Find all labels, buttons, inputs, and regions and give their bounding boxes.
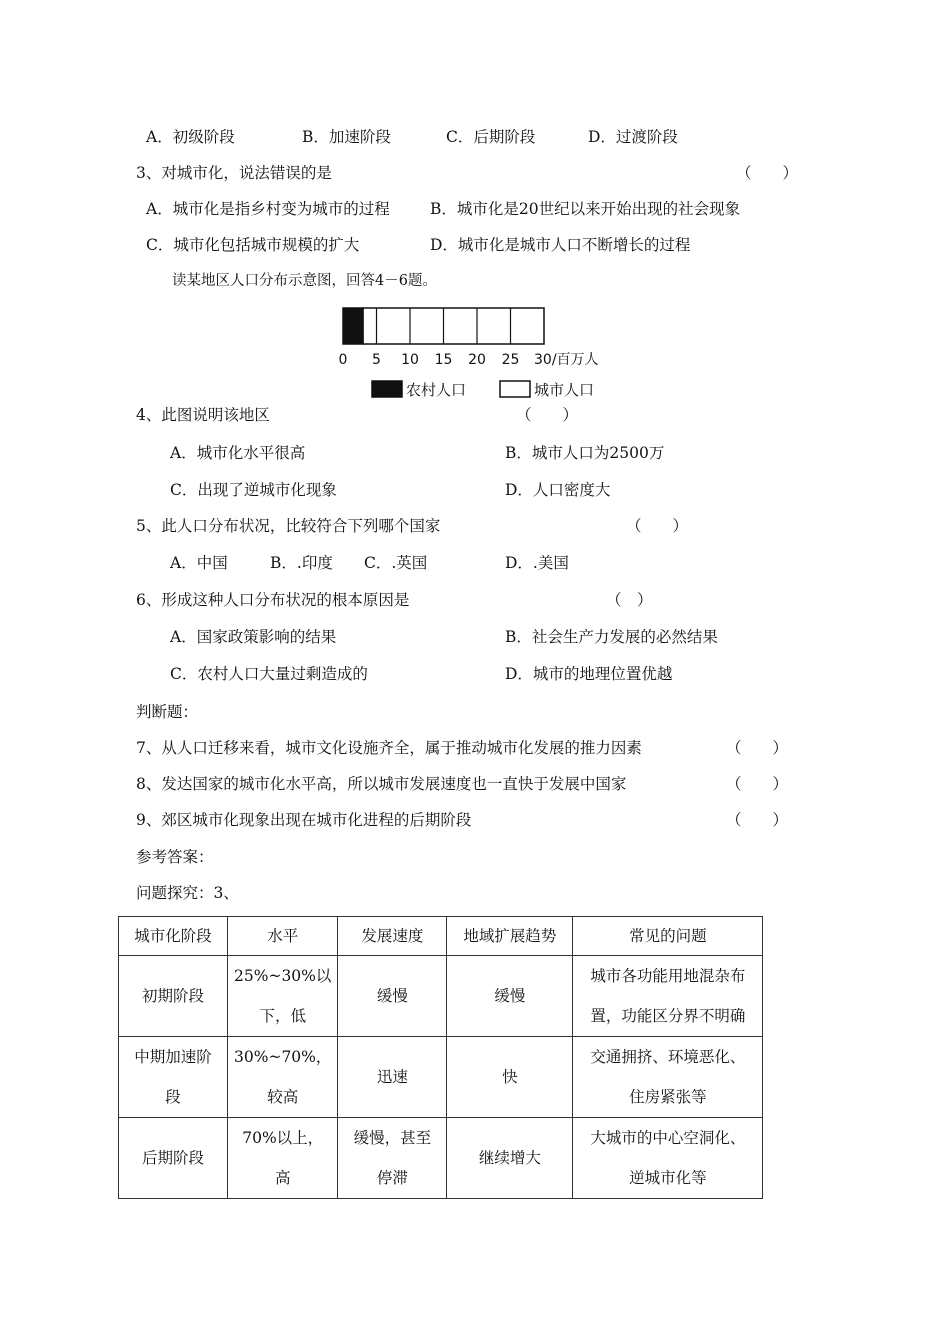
q3-option-c: C．城市化包括城市规模的扩大 <box>146 236 360 254</box>
q4-option-c: C．出现了逆城市化现象 <box>170 481 337 499</box>
table-cell-line: 段 <box>165 1088 181 1106</box>
tf-item-9: 9、郊区城市化现象出现在城市化进程的后期阶段 <box>136 811 472 829</box>
table-cell <box>573 1118 763 1199</box>
x-tick-label: 15 <box>434 352 453 368</box>
q4-answer-paren: （ ） <box>516 406 579 424</box>
legend-swatch-rural <box>372 381 402 397</box>
q6-stem: 6、形成这种人口分布状况的根本原因是 <box>136 591 410 609</box>
q3-answer-paren: （ ） <box>736 164 799 182</box>
table-header-row <box>119 917 763 956</box>
tf-item-9-paren: （ ） <box>726 811 789 829</box>
q5-option-c: C．.英国 <box>364 554 428 572</box>
q3-stem: 3、对城市化，说法错误的是 <box>136 164 332 182</box>
table-cell-line: 25%~30%以 <box>234 967 332 985</box>
table-cell-line: 大城市的中心空洞化、 <box>590 1129 746 1147</box>
q6-option-b: B．社会生产力发展的必然结果 <box>505 628 718 646</box>
table-cell-line: 交通拥挤、环境恶化、 <box>590 1048 746 1066</box>
q5-option-d: D．.美国 <box>505 554 569 572</box>
table-header-cell: 城市化阶段 <box>119 917 228 956</box>
tf-item-7-paren: （ ） <box>726 739 789 757</box>
q2-option-a: A．初级阶段 <box>146 128 235 146</box>
bar-rural <box>343 308 363 344</box>
tf-item-8: 8、发达国家的城市化水平高，所以城市发展速度也一直快于发展中国家 <box>136 775 627 793</box>
table-cell <box>338 956 447 1037</box>
table-cell <box>119 1118 228 1199</box>
table-cell-line: 住房紧张等 <box>629 1088 707 1106</box>
x-tick-label: 0 <box>338 352 348 368</box>
table-cell-line: 后期阶段 <box>141 1149 204 1167</box>
table-cell <box>447 956 573 1037</box>
q4-option-a: A．城市化水平很高 <box>170 444 306 462</box>
answers-subheading: 问题探究：3、 <box>136 884 239 902</box>
table-cell <box>338 1037 447 1118</box>
q4-option-b: B．城市人口为2500万 <box>505 444 665 462</box>
table-cell <box>573 956 763 1037</box>
table-header-cell: 水平 <box>228 917 338 956</box>
tf-item-8-paren: （ ） <box>726 775 789 793</box>
q5-option-a: A．中国 <box>170 554 228 572</box>
q5-stem: 5、此人口分布状况，比较符合下列哪个国家 <box>136 517 441 535</box>
table-cell <box>447 1037 573 1118</box>
q3-option-d: D．城市化是城市人口不断增长的过程 <box>430 236 691 254</box>
table-cell-line: 初期阶段 <box>141 987 204 1005</box>
tf-item-7: 7、从人口迁移来看，城市文化设施齐全，属于推动城市化发展的推力因素 <box>136 739 642 757</box>
q5-option-b: B．.印度 <box>270 554 333 572</box>
q3-option-a: A．城市化是指乡村变为城市的过程 <box>146 200 390 218</box>
q6-option-d: D．城市的地理位置优越 <box>505 665 673 683</box>
table-cell-line: 下，低 <box>259 1007 306 1025</box>
table-cell-line: 置，功能区分界不明确 <box>590 1007 746 1025</box>
table-cell-line: 缓慢 <box>494 987 526 1005</box>
urbanization-stage-table <box>118 916 763 1199</box>
table-cell <box>447 1118 573 1199</box>
q2-option-c: C．后期阶段 <box>446 128 536 146</box>
table-cell-line: 70%以上， <box>242 1129 324 1147</box>
population-chart <box>330 300 670 410</box>
x-tick-label: 25 <box>501 352 520 368</box>
table-cell-line: 快 <box>502 1068 518 1086</box>
table-cell <box>228 1037 338 1118</box>
table-header-cell: 地域扩展趋势 <box>447 917 573 956</box>
table-row <box>119 1037 763 1118</box>
table-cell-line: 逆城市化等 <box>629 1169 707 1187</box>
table-cell <box>228 1118 338 1199</box>
legend-swatch-urban <box>500 381 530 397</box>
tf-heading: 判断题： <box>136 703 199 721</box>
x-tick-label: 10 <box>401 352 419 368</box>
answers-heading: 参考答案： <box>136 848 214 866</box>
q4-option-d: D．人口密度大 <box>505 481 611 499</box>
q4-stem: 4、此图说明该地区 <box>136 406 270 424</box>
table-cell-line: 停滞 <box>376 1169 408 1187</box>
table-cell-line: 高 <box>274 1169 291 1187</box>
table-row <box>119 956 763 1037</box>
table-row <box>119 1118 763 1199</box>
q5-answer-paren: （ ） <box>626 517 689 535</box>
table-header-cell: 常见的问题 <box>573 917 763 956</box>
table-cell <box>119 1037 228 1118</box>
q6-option-a: A．国家政策影响的结果 <box>170 628 337 646</box>
table-cell-line: 较高 <box>267 1088 299 1106</box>
q6-answer-paren: （ ） <box>606 591 653 609</box>
table-cell-line: 缓慢 <box>376 987 408 1005</box>
bar-urban <box>363 308 544 344</box>
x-tick-label: 30/百万人 <box>534 352 599 368</box>
x-tick-label: 20 <box>468 352 486 368</box>
q2-option-b: B．加速阶段 <box>302 128 391 146</box>
q6-option-c: C．农村人口大量过剩造成的 <box>170 665 368 683</box>
chart-intro: 读某地区人口分布示意图，回答4－6题。 <box>172 273 437 289</box>
table-cell-line: 迅速 <box>376 1068 408 1086</box>
table-header-cell: 发展速度 <box>338 917 447 956</box>
legend-label-rural: 农村人口 <box>406 381 467 399</box>
table-cell <box>338 1118 447 1199</box>
q3-option-b: B．城市化是20世纪以来开始出现的社会现象 <box>430 200 741 218</box>
table-cell-line: 30%~70%， <box>234 1048 332 1066</box>
table-cell <box>119 956 228 1037</box>
table-cell <box>228 956 338 1037</box>
table-cell <box>573 1037 763 1118</box>
table-cell-line: 中期加速阶 <box>134 1048 212 1066</box>
legend-label-urban: 城市人口 <box>534 381 595 399</box>
x-tick-label: 5 <box>372 352 381 368</box>
q2-option-d: D．过渡阶段 <box>588 128 678 146</box>
table-cell-line: 缓慢，甚至 <box>353 1129 432 1147</box>
table-cell-line: 城市各功能用地混杂布 <box>590 967 746 985</box>
table-cell-line: 继续增大 <box>478 1149 541 1167</box>
